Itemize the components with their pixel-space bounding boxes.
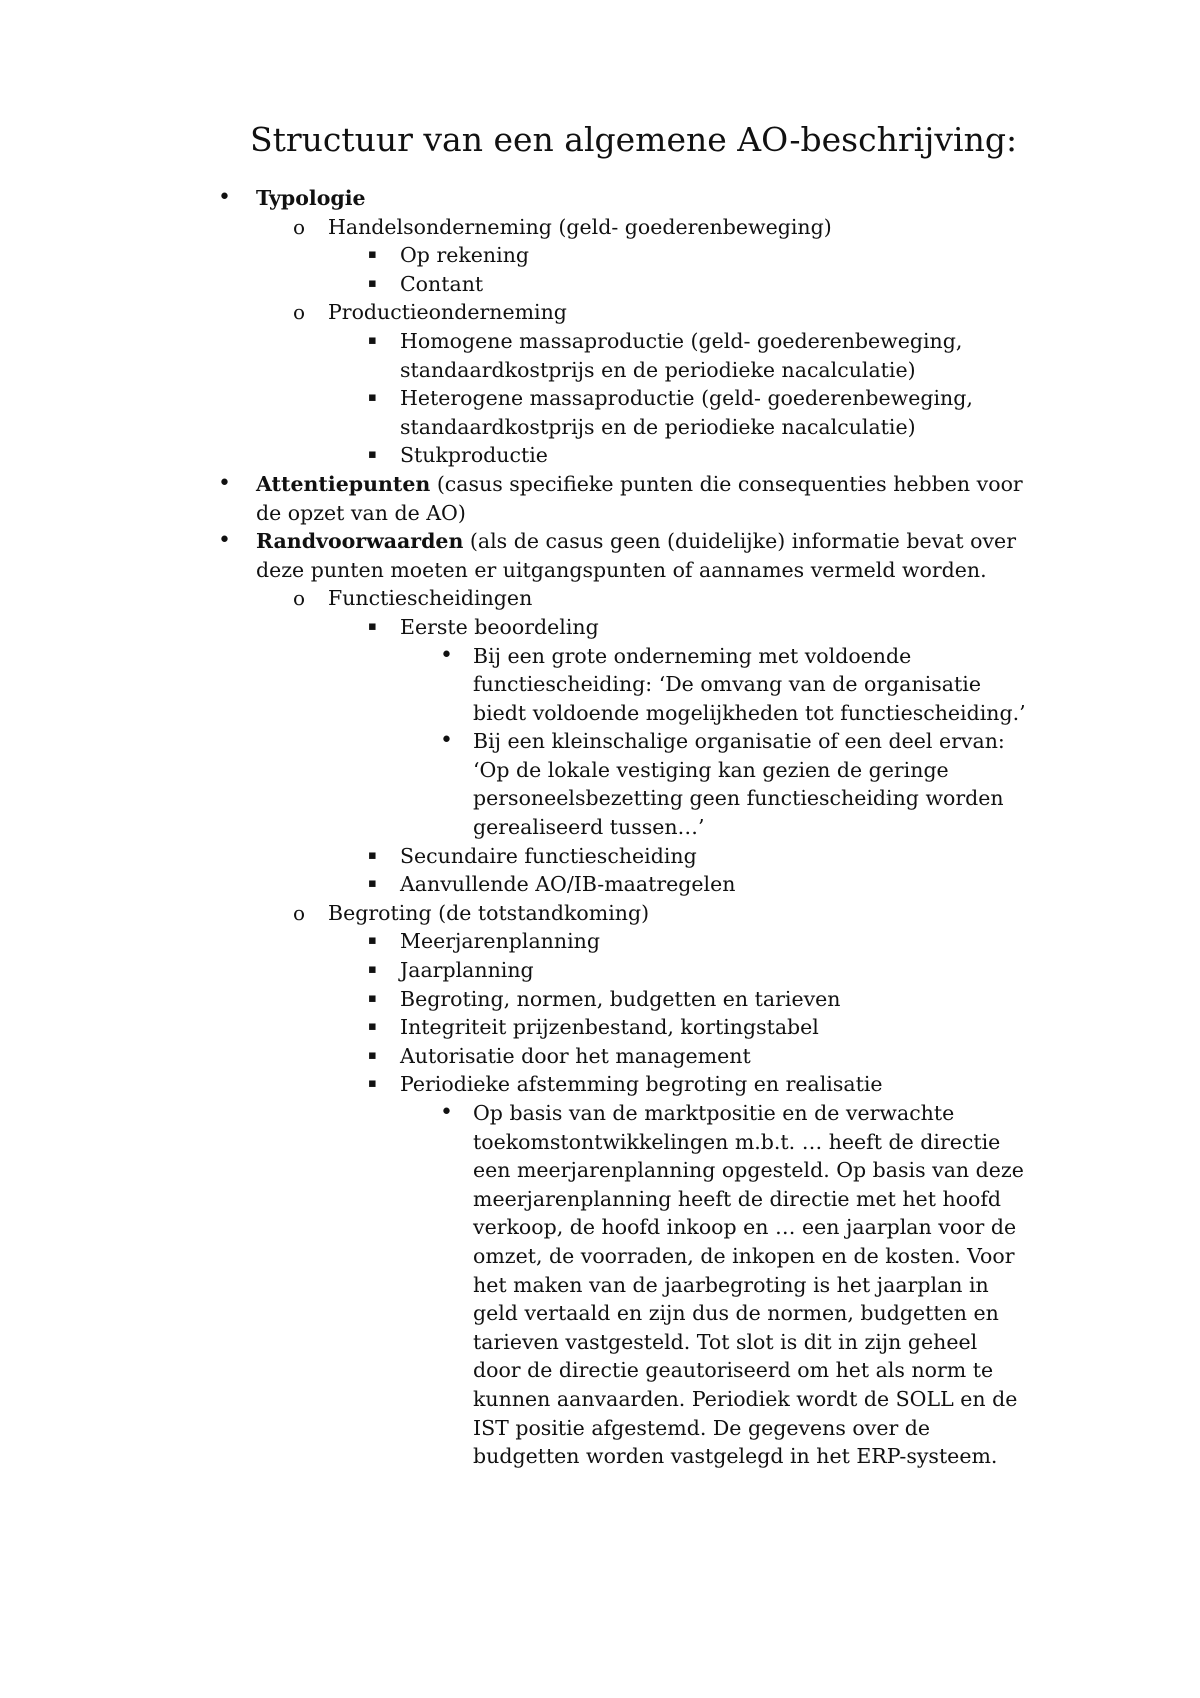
list-item-functiescheidingen [256,584,1030,899]
list-item [328,956,1030,985]
list-item-label: Contant [400,271,484,296]
square-marker: ▪ [368,1047,377,1063]
list-item-label: Jaarplanning [400,958,534,983]
list-item-begroting [256,899,1030,1471]
outline-list [0,184,1030,1471]
list-item [328,927,1030,956]
circle-marker: o [293,900,306,925]
list-item-label: Begroting (de totstandkoming) [328,900,650,925]
list-item-label: Eerste beoordeling [400,614,599,639]
sublist [256,584,1030,1470]
section-heading: Randvoorwaarden [256,529,464,554]
list-item [328,441,1030,470]
list-item [328,1013,1030,1042]
square-marker: ▪ [368,876,377,892]
list-item [328,985,1030,1014]
list-item [400,727,1030,841]
circle-marker: o [293,586,306,611]
list-item-text: Op basis van de marktpositie en de verwachte toekomstontwikkelingen m.b.t. … heeft de directie een meerjarenplanning opgesteld. Op basis van deze meerjarenplanning heeft de directie met het hoofd verkoop, de hoofd inkoop en … een jaarplan voor de omzet, de voorraden, de inkopen en de kosten. Voor het maken van de jaarbegroting is het jaarplan in geld vertaald en zijn dus de normen, budgetten en tarieven vastgesteld. Tot slot is dit in zijn geheel door de directie geautoriseerd om het als norm te kunnen aanvaarden. Periodiek wordt de SOLL en de IST positie afgestemd. De gegevens over de budgetten worden vastgelegd in het ERP-systeem. [473,1101,1024,1469]
bullet-marker: • [218,185,231,210]
square-marker: ▪ [368,1076,377,1092]
list-item-label: Secundaire functiescheiding [400,843,697,868]
section-heading: Typologie [256,186,366,210]
list-item [328,241,1030,270]
sublist [328,241,1030,298]
section-heading: Attentiepunten [256,471,431,496]
section-randvoorwaarden [0,527,1030,1471]
sublist [328,613,1030,899]
list-item-label: Meerjarenplanning [400,929,600,954]
list-item-label: Productieonderneming [328,300,567,325]
section-typologie [0,184,1030,470]
list-item-label: Stukproductie [400,443,548,468]
bullet-marker: • [440,728,453,754]
list-item-label: Begroting, normen, budgetten en tarieven [400,986,841,1011]
list-item [328,384,1030,441]
bullet-marker: • [440,1100,453,1125]
list-item-label: Homogene massaproductie (geld- goederenbeweging, standaardkostprijs en de periodieke nacalculatie) [400,328,963,382]
list-item-label: Integriteit prijzenbestand, kortingstabel [400,1015,819,1040]
list-item-label: Autorisatie door het management [400,1043,751,1068]
list-item-afstemming [328,1070,1030,1470]
circle-marker: o [293,214,306,239]
circle-marker: o [293,300,306,325]
bullet-marker: • [218,528,231,554]
list-item [400,1099,1030,1471]
list-item-eerste-beoordeling [328,613,1030,842]
section-description: (casus specifieke punten die consequenties hebben voor de opzet van de AO) [256,471,1023,525]
list-item-productieonderneming [256,298,1030,470]
bullet-marker: • [440,642,453,668]
square-marker: ▪ [368,847,377,863]
list-item [328,842,1030,871]
sublist [256,213,1030,470]
document-title: Structuur van een algemene AO-beschrijving: [250,120,1018,159]
square-marker: ▪ [368,275,377,291]
square-marker: ▪ [368,618,377,634]
square-marker: ▪ [368,990,377,1006]
square-marker: ▪ [368,962,377,978]
list-item-label: Functiescheidingen [328,586,533,611]
square-marker: ▪ [368,247,377,263]
list-item-label: Aanvullende AO/IB-maatregelen [400,872,736,897]
list-item-label: Periodieke afstemming begroting en realisatie [400,1072,883,1097]
sublist [400,642,1030,842]
list-item-text: Bij een grote onderneming met voldoende functiescheiding: ‘De omvang van de organisatie biedt voldoende mogelijkheden tot functiescheiding.’ [473,643,1026,725]
section-attentiepunten [0,470,1030,527]
list-item-handelsonderneming [256,213,1030,299]
list-item-label: Heterogene massaproductie (geld- goederenbeweging, standaardkostprijs en de periodieke nacalculatie) [400,386,973,439]
list-item [328,270,1030,299]
bullet-marker: • [218,470,231,496]
list-item [328,1042,1030,1071]
sublist [328,927,1030,1470]
square-marker: ▪ [368,332,377,348]
sublist [400,1099,1030,1471]
sublist [328,327,1030,470]
list-item [400,642,1030,728]
list-item-text: Bij een kleinschalige organisatie of een deel ervan: ‘Op de lokale vestiging kan gezien de geringe personeelsbezetting geen functiescheiding worden gerealiseerd tussen…’ [473,729,1005,840]
list-item [328,327,1030,384]
section-description: (als de casus geen (duidelijke) informatie bevat over deze punten moeten er uitgangspunten of aannames vermeld worden. [256,529,1016,582]
square-marker: ▪ [368,390,377,406]
list-item-label: Handelsonderneming (geld- goederenbeweging) [328,214,832,239]
square-marker: ▪ [368,1019,377,1035]
square-marker: ▪ [368,933,377,949]
list-item-label: Op rekening [400,243,530,268]
square-marker: ▪ [368,447,377,463]
list-item [328,870,1030,899]
